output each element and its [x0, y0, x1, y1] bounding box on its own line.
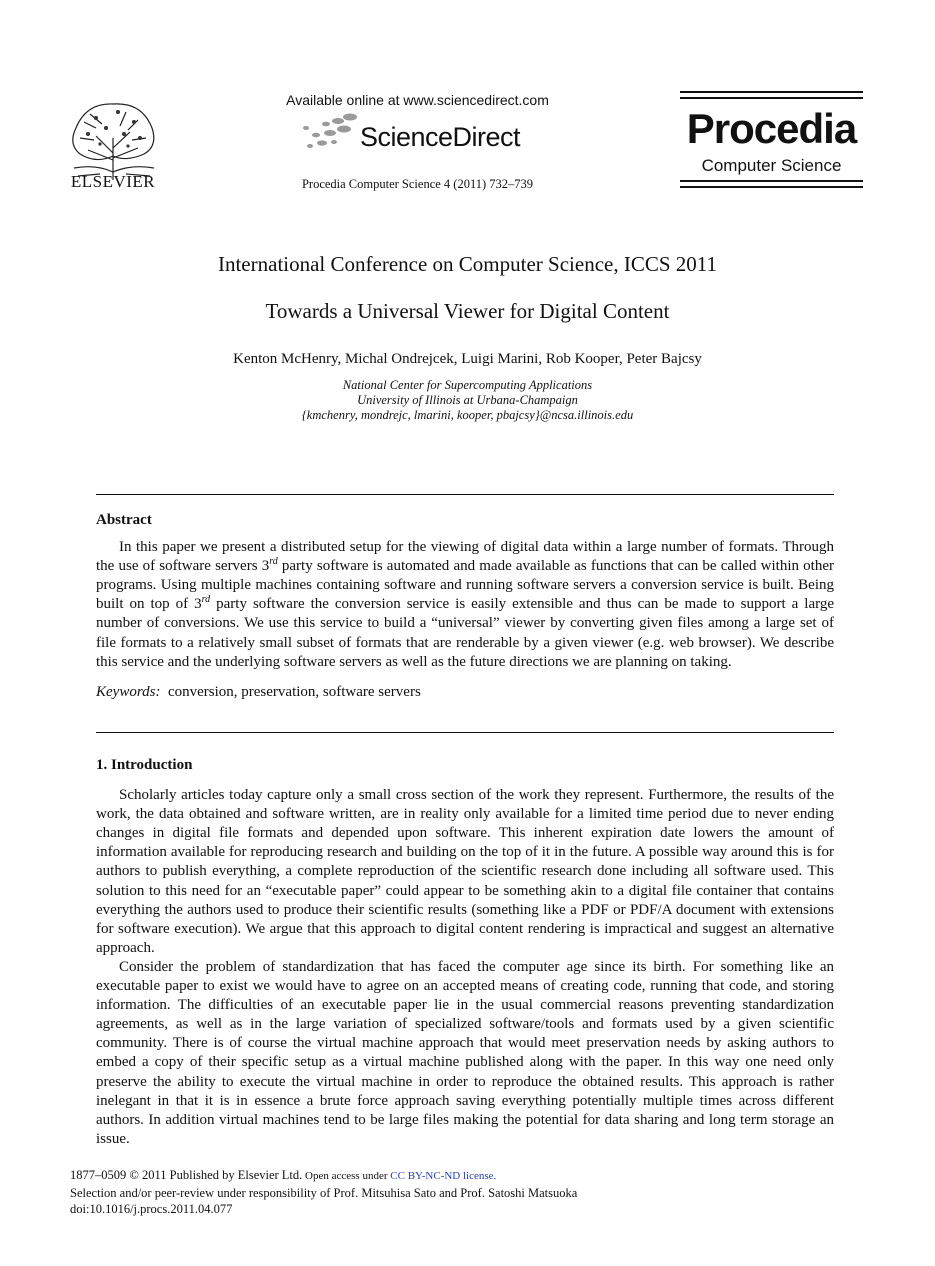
- procedia-subtitle: Computer Science: [701, 156, 842, 175]
- sciencedirect-dots-icon: [300, 112, 362, 154]
- abstract-section: [96, 511, 834, 702]
- procedia-rule-top-2: [680, 97, 863, 99]
- introduction-heading: 1. Introduction: [96, 757, 193, 773]
- journal-citation: Procedia Computer Science 4 (2011) 732–739: [301, 177, 534, 191]
- available-online-link[interactable]: Available online at www.sciencedirect.com: [286, 92, 549, 108]
- abstract-heading: Abstract: [96, 512, 152, 528]
- affiliation-line-2: University of Illinois at Urbana-Champaign: [357, 393, 578, 407]
- abstract-text: In this paper we present a distributed setup for the viewing of digital data within a large number of formats. Through the use of software servers 3rd party software is automated and made available as functions that can be called within other programs. Using multiple machines containing software and running software servers a conversion service is built. Being built on top of 3rd party software the conversion service is easily extensible and thus can be made to support a large number of conversions. We use this service to build a “universal” viewer by converting given files among a large set of file formats to a relatively small subset of formats that are renderable by a given viewer (e.g. web browser). We describe this service and the underlying software servers as well as the future directions we are planning on taking.: [96, 539, 834, 670]
- procedia-wordmark: Procedia: [686, 105, 857, 152]
- procedia-rule-top: [680, 91, 863, 93]
- license-link[interactable]: CC BY-NC-ND license.: [390, 1170, 497, 1182]
- abstract-bottom-rule: [96, 732, 834, 733]
- author-list: Kenton McHenry, Michal Ondrejcek, Luigi Marini, Rob Kooper, Peter Bajcsy: [233, 351, 702, 367]
- keywords-line: Keywords: conversion, preservation, software servers: [96, 683, 421, 700]
- conference-name: International Conference on Computer Science, ICCS 2011: [217, 252, 717, 276]
- copyright-line: 1877–0509 © 2011 Published by Elsevier Ltd. Open access under CC BY-NC-ND license.: [70, 1168, 497, 1182]
- doi-line[interactable]: doi:10.1016/j.procs.2011.04.077: [70, 1202, 233, 1216]
- affiliation-line-1: National Center for Supercomputing Applications: [342, 378, 593, 392]
- introduction-paragraph-1: Scholarly articles today capture only a small cross section of the work they represent. Furthermore, the results of the work, the data obtained and software written, are in reality only available for a limited time period due to never ending changes in digital file formats and depended upon software. This inherent expiration date lowers the amount of information available for reproducing research and building on the top of it in the future. A possible way around this is for authors to publish everything, a complete reproduction of the scientific research done including all software used. This solution to this need for an “executable paper” could appear to be something akin to a digital file container that contains everything the authors used to produce their scientific results (something like a PDF or PDF/A document with extensions for software execution). We argue that this approach to digital content rendering is impractical and suggest an alternative approach.: [96, 787, 834, 956]
- sciencedirect-wordmark: ScienceDirect: [360, 122, 521, 152]
- procedia-rule-bottom: [680, 180, 863, 182]
- elsevier-wordmark: ELSEVIER: [70, 172, 156, 191]
- review-line: Selection and/or peer-review under responsibility of Prof. Mitsuhisa Sato and Prof. Satoshi Matsuoka: [70, 1185, 578, 1200]
- introduction-paragraph-2: Consider the problem of standardization that has faced the computer age since its birth. For something like an executable paper to exist we would have to agree on an accepted means of creating code, running that code, and storing information. The difficulties of an executable paper lie in the usual commercial reasons preventing standardization agreements, as well as in the large variation of specialized software/tools and formats used by a given scientific community. There is of course the virtual machine approach that would meet preservation needs by asking authors to embed a copy of their specific setup as a virtual machine published along with the paper. In this way one need only preserve the ability to execute the virtual machine in order to reproduce the obtained results. This approach is rather inelegant in that it is in essence a brute force approach saving everything potentially multiple times across different authors. In addition virtual machines tend to be large files making the potential for data sharing and long term storage an issue.: [96, 958, 834, 1147]
- paper-title: Towards a Universal Viewer for Digital Content: [265, 299, 670, 323]
- abstract-top-rule: [96, 494, 834, 495]
- author-emails: {kmchenry, mondrejc, lmarini, kooper, pbajcsy}@ncsa.illinois.edu: [301, 408, 634, 422]
- procedia-rule-bottom-2: [680, 186, 863, 188]
- introduction-section: [96, 756, 834, 1149]
- footer-notes: [70, 1167, 770, 1218]
